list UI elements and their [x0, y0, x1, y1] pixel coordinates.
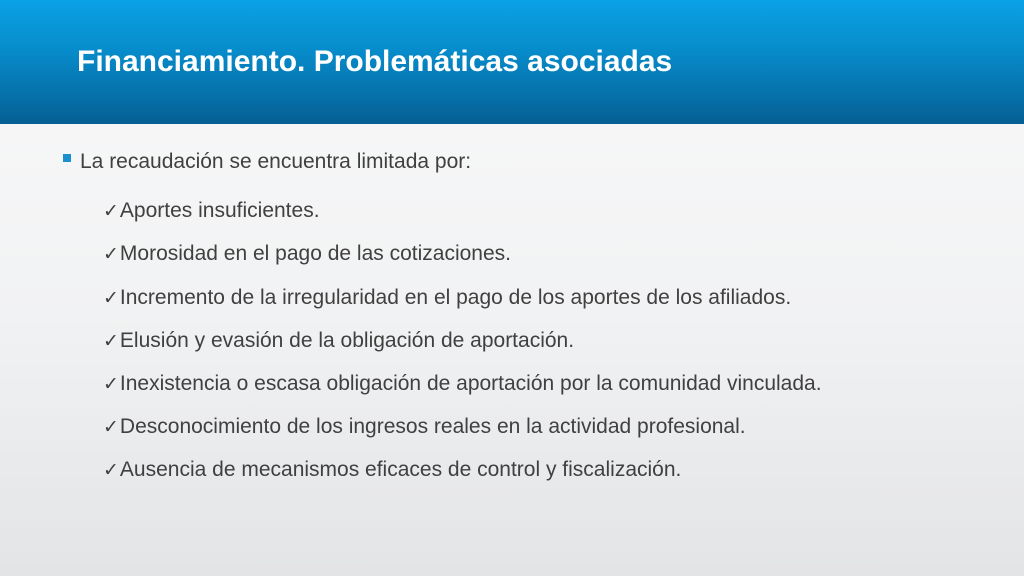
checkmark-icon: ✓ [103, 330, 119, 352]
checkmark-icon: ✓ [103, 373, 119, 395]
list-item [103, 284, 791, 312]
list-item [103, 413, 746, 441]
list-item-text: Incremento de la irregularidad en el pago de los aportes de los afiliados. [119, 286, 792, 309]
list-item-text: Elusión y evasión de la obligación de aportación. [119, 329, 575, 352]
main-bullet-text: La recaudación se encuentra limitada por: [80, 150, 472, 173]
list-item-text: Aportes insuficientes. [119, 199, 320, 222]
list-item [103, 327, 574, 355]
main-bullet [63, 148, 471, 176]
checkmark-icon: ✓ [103, 416, 119, 438]
list-item-text: Ausencia de mecanismos eficaces de control y fiscalización. [119, 458, 682, 481]
list-item-text: Morosidad en el pago de las cotizaciones. [119, 242, 511, 265]
checkmark-icon: ✓ [103, 200, 119, 222]
checkmark-icon: ✓ [103, 243, 119, 265]
list-item [103, 197, 320, 225]
checkmark-icon: ✓ [103, 287, 119, 309]
list-item [103, 370, 822, 398]
checkmark-icon: ✓ [103, 459, 119, 481]
list-item [103, 240, 511, 268]
list-item-text: Inexistencia o escasa obligación de aportación por la comunidad vinculada. [119, 372, 822, 395]
list-item-text: Desconocimiento de los ingresos reales en la actividad profesional. [119, 415, 746, 438]
list-item [103, 456, 681, 484]
square-bullet-icon [63, 154, 71, 162]
slide-title: Financiamiento. Problemáticas asociadas [77, 45, 673, 78]
